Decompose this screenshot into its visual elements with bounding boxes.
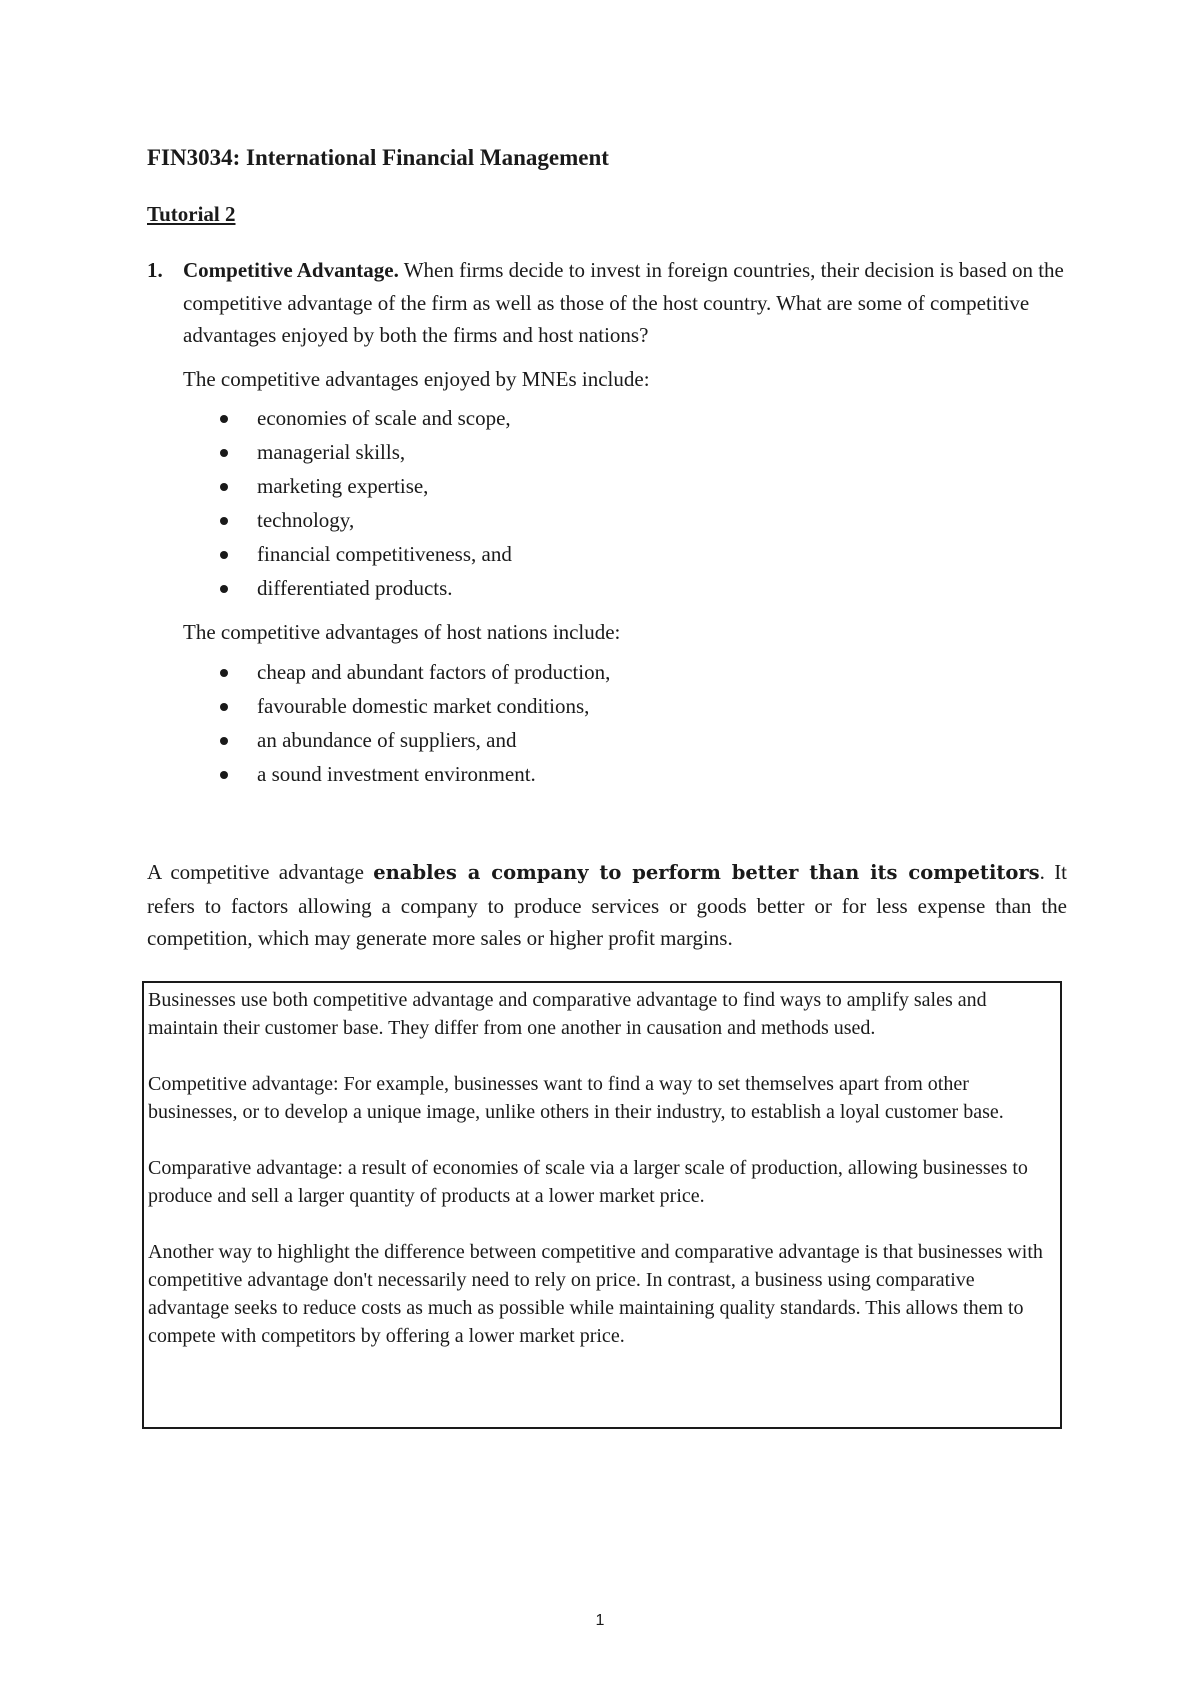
question-number: 1. xyxy=(147,258,163,282)
list-item xyxy=(183,757,1067,791)
list-item xyxy=(183,689,1067,723)
question-1 xyxy=(147,254,1067,791)
list-item xyxy=(183,655,1067,689)
page-number: 1 xyxy=(595,1612,605,1629)
note-paragraph: Another way to highlight the difference between competitive and comparative advantage is that businesses with competitive advantage don't necessarily need to rely on price. In contrast, a business using comparative advantage seeks to reduce costs as much as possible while maintaining quality standards. This allows them to compete with competitors by offering a lower market price. xyxy=(148,1241,1043,1347)
comparison-note-box xyxy=(142,981,1062,1429)
bullet-icon xyxy=(220,585,228,593)
list-item xyxy=(183,503,1067,537)
explanation-paragraph xyxy=(147,856,1067,955)
list-item-text: favourable domestic market conditions, xyxy=(257,693,590,718)
mne-intro: The competitive advantages enjoyed by MNEs include: xyxy=(183,366,650,391)
explanation-lead: A competitive advantage xyxy=(147,860,374,884)
host-intro: The competitive advantages of host nations include: xyxy=(183,620,621,644)
note-paragraph: Businesses use both competitive advantage and comparative advantage to find ways to amplify sales and maintain their customer base. They differ from one another in causation and methods used. xyxy=(148,989,987,1039)
list-item xyxy=(183,401,1067,435)
list-item-text: an abundance of suppliers, and xyxy=(257,727,517,752)
list-item-text: cheap and abundant factors of production, xyxy=(257,659,611,684)
list-item-text: economies of scale and scope, xyxy=(257,406,511,430)
bullet-icon xyxy=(220,551,228,559)
list-item-text: marketing expertise, xyxy=(257,474,429,498)
question-prompt: When firms decide to invest in foreign countries, their decision is based on the competitive advantage of the firm as well as those of the host country. What are some of competitive advantages enjoyed by both the firms and host nations? xyxy=(183,258,1064,347)
list-item-text: technology, xyxy=(257,508,355,532)
list-item xyxy=(183,469,1067,503)
list-item-text: a sound investment environment. xyxy=(257,761,536,786)
course-title: FIN3034: International Financial Management xyxy=(147,145,609,170)
list-item-text: differentiated products. xyxy=(257,576,453,600)
question-text xyxy=(183,254,1067,352)
list-item-text: financial competitiveness, and xyxy=(257,542,512,566)
bullet-icon xyxy=(220,483,228,491)
bullet-icon xyxy=(220,517,228,525)
explanation-emphasis: enables a company to perform better than its competitors xyxy=(373,861,1040,884)
list-item xyxy=(183,537,1067,571)
host-advantages-list xyxy=(183,655,1067,791)
mne-advantages-list xyxy=(183,401,1067,605)
list-item xyxy=(183,571,1067,605)
bullet-icon xyxy=(220,415,228,423)
list-item xyxy=(183,435,1067,469)
tutorial-label: Tutorial 2 xyxy=(147,202,236,226)
bullet-icon xyxy=(220,703,228,711)
list-item-text: managerial skills, xyxy=(257,440,406,464)
bullet-icon xyxy=(220,737,228,745)
bullet-icon xyxy=(220,669,228,677)
question-body xyxy=(183,254,1067,352)
note-paragraph: Comparative advantage: a result of economies of scale via a larger scale of production, allowing businesses to produce and sell a larger quantity of products at a lower market price. xyxy=(148,1157,1028,1207)
note-paragraph: Competitive advantage: For example, businesses want to find a way to set themselves apart from other businesses, or to develop a unique image, unlike others in their industry, to establish a loyal customer base. xyxy=(148,1073,1004,1123)
list-item xyxy=(183,723,1067,757)
bullet-icon xyxy=(220,449,228,457)
explanation-rest: . It refers to factors allowing a company to produce services or goods better or for less expense than the competition, which may generate more sales or higher profit margins. xyxy=(147,860,1068,950)
question-heading: Competitive Advantage. xyxy=(183,258,399,282)
bullet-icon xyxy=(220,771,228,779)
